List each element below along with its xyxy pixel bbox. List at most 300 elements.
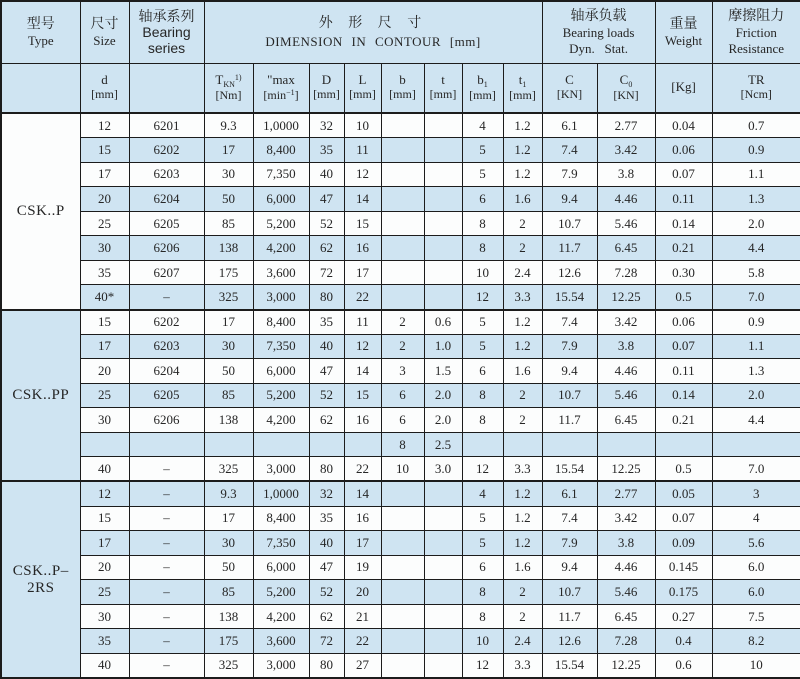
cell-kg: 0.21	[655, 236, 712, 261]
cell-b	[381, 604, 424, 629]
cell-series: –	[129, 653, 204, 678]
cell-tkn	[204, 432, 253, 457]
cell-nmax: 1,0000	[253, 481, 309, 506]
cell-nmax: 7,350	[253, 531, 309, 556]
subheader-tkn	[204, 63, 253, 113]
cell-d: 20	[80, 187, 129, 212]
cell-D: 32	[309, 481, 344, 506]
cell-C: 12.6	[542, 629, 597, 654]
cell-b1: 6	[462, 187, 503, 212]
cell-C: 10.7	[542, 580, 597, 605]
cell-kg	[655, 432, 712, 457]
cell-C: 9.4	[542, 555, 597, 580]
cell-kg: 0.07	[655, 162, 712, 187]
cell-nmax: 4,200	[253, 408, 309, 433]
cell-series: –	[129, 285, 204, 310]
cell-series: 6205	[129, 383, 204, 408]
cell-C0: 4.46	[597, 359, 655, 384]
cell-series: 6201	[129, 113, 204, 138]
table-row	[1, 113, 800, 138]
type-cell: CSK..P	[1, 113, 80, 310]
cell-C0: 5.46	[597, 383, 655, 408]
cell-kg: 0.06	[655, 310, 712, 335]
cell-b1: 4	[462, 113, 503, 138]
cell-L: 27	[344, 653, 381, 678]
cell-L: 16	[344, 506, 381, 531]
cell-t	[424, 531, 462, 556]
cell-C0: 4.46	[597, 187, 655, 212]
cell-d: 12	[80, 113, 129, 138]
cell-b	[381, 187, 424, 212]
cell-L: 17	[344, 531, 381, 556]
cell-t	[424, 236, 462, 261]
subheader-d	[80, 63, 129, 113]
C0-unit: [KN]	[613, 87, 639, 102]
cell-d: 35	[80, 629, 129, 654]
cell-kg: 0.04	[655, 113, 712, 138]
cell-tkn: 325	[204, 285, 253, 310]
cell-C: 10.7	[542, 383, 597, 408]
cell-C: 11.7	[542, 604, 597, 629]
cell-b: 3	[381, 359, 424, 384]
table-row	[1, 604, 800, 629]
cell-D: 72	[309, 629, 344, 654]
cell-C0: 3.42	[597, 506, 655, 531]
subheader-C0	[597, 63, 655, 113]
table-row	[1, 162, 800, 187]
subheader-series-empty	[129, 63, 204, 113]
cell-L	[344, 432, 381, 457]
subheader-C	[542, 63, 597, 113]
cell-b	[381, 481, 424, 506]
cell-t1: 2	[503, 211, 542, 236]
cell-t	[424, 629, 462, 654]
cell-C0: 5.46	[597, 580, 655, 605]
cell-d: 30	[80, 604, 129, 629]
cell-b1: 5	[462, 138, 503, 163]
cell-L: 11	[344, 138, 381, 163]
cell-b	[381, 506, 424, 531]
cell-series: 6205	[129, 211, 204, 236]
table-row	[1, 408, 800, 433]
cell-t: 2.0	[424, 408, 462, 433]
cell-kg: 0.5	[655, 457, 712, 482]
cell-tkn: 325	[204, 653, 253, 678]
cell-b1: 5	[462, 531, 503, 556]
cell-TR: 10	[712, 653, 800, 678]
cell-t1	[503, 432, 542, 457]
cell-series: 6202	[129, 310, 204, 335]
cell-D: 80	[309, 457, 344, 482]
b1-unit: [mm]	[469, 87, 496, 102]
cell-d: 40	[80, 457, 129, 482]
type-label-en: Type	[27, 33, 54, 49]
cell-t1: 2.4	[503, 629, 542, 654]
cell-L: 15	[344, 383, 381, 408]
cell-tkn: 50	[204, 187, 253, 212]
C-unit: [KN]	[556, 87, 583, 102]
type-cell: CSK..P–2RS	[1, 481, 80, 678]
cell-kg: 0.14	[655, 383, 712, 408]
cell-TR: 1.1	[712, 334, 800, 359]
subheader-D	[309, 63, 344, 113]
cell-b	[381, 653, 424, 678]
cell-nmax: 3,600	[253, 260, 309, 285]
table-row	[1, 432, 800, 457]
cell-nmax: 1,0000	[253, 113, 309, 138]
cell-d: 20	[80, 555, 129, 580]
cell-C0: 6.45	[597, 408, 655, 433]
cell-t	[424, 285, 462, 310]
cell-t1: 1.6	[503, 187, 542, 212]
cell-b: 10	[381, 457, 424, 482]
cell-t1: 1.2	[503, 506, 542, 531]
cell-b: 6	[381, 383, 424, 408]
cell-t1: 3.3	[503, 285, 542, 310]
cell-t	[424, 481, 462, 506]
cell-D: 62	[309, 236, 344, 261]
cell-series: –	[129, 629, 204, 654]
cell-C: 7.9	[542, 162, 597, 187]
header-row-units	[1, 63, 800, 113]
table-row	[1, 187, 800, 212]
cell-nmax: 7,350	[253, 334, 309, 359]
cell-C0	[597, 432, 655, 457]
cell-TR: 1.1	[712, 162, 800, 187]
cell-C: 15.54	[542, 457, 597, 482]
cell-d: 25	[80, 211, 129, 236]
table-row	[1, 580, 800, 605]
d-symbol: d	[101, 72, 108, 88]
cell-d: 15	[80, 506, 129, 531]
cell-C: 15.54	[542, 285, 597, 310]
subheader-nmax	[253, 63, 309, 113]
cell-b1: 8	[462, 383, 503, 408]
cell-L: 22	[344, 457, 381, 482]
header-row-groups	[1, 1, 800, 63]
cell-t1: 2	[503, 604, 542, 629]
cell-D: 35	[309, 310, 344, 335]
cell-C0: 12.25	[597, 653, 655, 678]
cell-D: 62	[309, 604, 344, 629]
type-cell: CSK..PP	[1, 310, 80, 482]
col-header-friction	[712, 1, 800, 63]
cell-t1: 1.2	[503, 138, 542, 163]
cell-t	[424, 187, 462, 212]
cell-series: 6204	[129, 187, 204, 212]
cell-b	[381, 285, 424, 310]
table-body	[1, 113, 800, 678]
cell-d: 35	[80, 260, 129, 285]
cell-b1: 6	[462, 555, 503, 580]
cell-t1: 2.4	[503, 260, 542, 285]
cell-tkn: 30	[204, 334, 253, 359]
cell-d: 12	[80, 481, 129, 506]
cell-nmax: 6,000	[253, 187, 309, 212]
cell-C: 9.4	[542, 187, 597, 212]
cell-L: 16	[344, 408, 381, 433]
cell-t1: 1.2	[503, 334, 542, 359]
cell-D: 35	[309, 138, 344, 163]
cell-nmax: 8,400	[253, 310, 309, 335]
cell-series: –	[129, 580, 204, 605]
cell-d: 17	[80, 334, 129, 359]
cell-t1: 2	[503, 236, 542, 261]
cell-series: 6203	[129, 162, 204, 187]
L-unit: [mm]	[349, 87, 376, 102]
cell-tkn: 175	[204, 260, 253, 285]
cell-L: 12	[344, 334, 381, 359]
col-header-bearing-loads	[542, 1, 655, 63]
cell-L: 16	[344, 236, 381, 261]
cell-C: 11.7	[542, 236, 597, 261]
cell-TR: 7.0	[712, 285, 800, 310]
cell-C: 7.4	[542, 310, 597, 335]
dimension-label-zh: 外 形 尺 寸	[318, 16, 428, 31]
cell-D: 62	[309, 408, 344, 433]
cell-kg: 0.145	[655, 555, 712, 580]
cell-b: 2	[381, 334, 424, 359]
TR-symbol: TR	[747, 72, 765, 88]
cell-series: 6207	[129, 260, 204, 285]
friction-label-zh: 摩擦阻力	[728, 8, 785, 24]
cell-L: 22	[344, 629, 381, 654]
cell-TR: 4.4	[712, 236, 800, 261]
cell-C: 7.4	[542, 506, 597, 531]
table-row	[1, 138, 800, 163]
col-header-type	[1, 1, 80, 63]
cell-tkn: 85	[204, 211, 253, 236]
cell-kg: 0.30	[655, 260, 712, 285]
cell-D: 52	[309, 580, 344, 605]
col-header-bearing-series	[129, 1, 204, 63]
nmax-symbol: "max	[267, 71, 295, 87]
cell-t: 2.5	[424, 432, 462, 457]
col-header-size	[80, 1, 129, 63]
cell-TR: 4.4	[712, 408, 800, 433]
cell-tkn: 17	[204, 506, 253, 531]
cell-kg: 0.07	[655, 334, 712, 359]
cell-t1: 2	[503, 408, 542, 433]
cell-D: 47	[309, 359, 344, 384]
cell-b1: 8	[462, 604, 503, 629]
cell-nmax: 6,000	[253, 359, 309, 384]
cell-D: 40	[309, 162, 344, 187]
cell-t: 2.0	[424, 383, 462, 408]
cell-L: 17	[344, 260, 381, 285]
table-row	[1, 383, 800, 408]
series-label-zh: 轴承系列	[138, 8, 195, 25]
cell-b1: 12	[462, 285, 503, 310]
weight-label-en: Weight	[664, 33, 703, 49]
cell-b1: 8	[462, 236, 503, 261]
cell-D	[309, 432, 344, 457]
cell-t1: 1.2	[503, 310, 542, 335]
cell-t	[424, 211, 462, 236]
cell-nmax: 3,000	[253, 457, 309, 482]
series-label-en2: series	[147, 40, 186, 57]
cell-b1: 8	[462, 408, 503, 433]
cell-D: 80	[309, 653, 344, 678]
size-label-en: Size	[93, 33, 116, 49]
cell-TR: 1.3	[712, 359, 800, 384]
cell-C: 12.6	[542, 260, 597, 285]
cell-b1: 10	[462, 629, 503, 654]
cell-C0: 5.46	[597, 211, 655, 236]
table-row	[1, 359, 800, 384]
cell-series: –	[129, 506, 204, 531]
table-row	[1, 260, 800, 285]
cell-kg: 0.11	[655, 187, 712, 212]
cell-L: 14	[344, 187, 381, 212]
cell-nmax: 5,200	[253, 580, 309, 605]
cell-b1: 6	[462, 359, 503, 384]
cell-D: 47	[309, 187, 344, 212]
cell-t	[424, 653, 462, 678]
cell-TR: 8.2	[712, 629, 800, 654]
t-unit: [mm]	[429, 87, 457, 102]
cell-L: 20	[344, 580, 381, 605]
d-unit: [mm]	[91, 87, 118, 102]
table-row	[1, 457, 800, 482]
cell-kg: 0.5	[655, 285, 712, 310]
cell-tkn: 138	[204, 236, 253, 261]
cell-kg: 0.07	[655, 506, 712, 531]
cell-nmax: 3,000	[253, 653, 309, 678]
t1-symbol: $t_1$	[518, 71, 527, 89]
cell-TR: 4	[712, 506, 800, 531]
cell-L: 14	[344, 359, 381, 384]
cell-b1: 10	[462, 260, 503, 285]
cell-d: 25	[80, 383, 129, 408]
cell-t1: 2	[503, 383, 542, 408]
cell-C	[542, 432, 597, 457]
L-symbol: L	[358, 72, 367, 88]
cell-L: 10	[344, 113, 381, 138]
table-header	[1, 1, 800, 113]
cell-series: 6203	[129, 334, 204, 359]
cell-b	[381, 260, 424, 285]
cell-TR: 6.0	[712, 580, 800, 605]
cell-C0: 6.45	[597, 236, 655, 261]
cell-t1: 1.6	[503, 359, 542, 384]
cell-t: 1.0	[424, 334, 462, 359]
tkn-unit: [Nm]	[215, 87, 242, 102]
cell-b	[381, 162, 424, 187]
loads-label-zh: 轴承负载	[570, 8, 627, 24]
subheader-t1	[503, 63, 542, 113]
cell-C0: 3.42	[597, 310, 655, 335]
subheader-kg	[655, 63, 712, 113]
tkn-symbol: $T_{KN}^{1)}$	[215, 71, 242, 89]
type-label-zh: 型号	[26, 16, 55, 32]
cell-d: 20	[80, 359, 129, 384]
cell-L: 12	[344, 162, 381, 187]
cell-C0: 12.25	[597, 285, 655, 310]
cell-b1: 8	[462, 211, 503, 236]
cell-b	[381, 236, 424, 261]
friction-label-en2: Resistance	[728, 41, 785, 56]
cell-C0: 7.28	[597, 260, 655, 285]
cell-kg: 0.11	[655, 359, 712, 384]
cell-TR: 5.6	[712, 531, 800, 556]
cell-C0: 2.77	[597, 481, 655, 506]
cell-nmax: 8,400	[253, 138, 309, 163]
cell-D: 47	[309, 555, 344, 580]
table-row	[1, 481, 800, 506]
cell-tkn: 175	[204, 629, 253, 654]
cell-b1: 12	[462, 653, 503, 678]
kg-unit: [Kg]	[671, 79, 696, 95]
cell-tkn: 9.3	[204, 113, 253, 138]
cell-d: 17	[80, 531, 129, 556]
cell-tkn: 30	[204, 531, 253, 556]
cell-nmax: 5,200	[253, 211, 309, 236]
cell-t: 1.5	[424, 359, 462, 384]
cell-t1: 1.2	[503, 531, 542, 556]
cell-C0: 3.42	[597, 138, 655, 163]
cell-TR: 0.9	[712, 138, 800, 163]
cell-C: 11.7	[542, 408, 597, 433]
cell-b	[381, 211, 424, 236]
cell-b	[381, 580, 424, 605]
TR-unit: [Ncm]	[740, 87, 772, 102]
cell-b1: 4	[462, 481, 503, 506]
cell-C: 7.9	[542, 334, 597, 359]
cell-C0: 12.25	[597, 457, 655, 482]
subheader-TR	[712, 63, 800, 113]
cell-d: 17	[80, 162, 129, 187]
cell-D: 32	[309, 113, 344, 138]
cell-TR	[712, 432, 800, 457]
table-row	[1, 506, 800, 531]
cell-C0: 7.28	[597, 629, 655, 654]
size-label-zh: 尺寸	[90, 16, 119, 32]
cell-b: 6	[381, 408, 424, 433]
cell-TR: 0.7	[712, 113, 800, 138]
cell-d: 15	[80, 138, 129, 163]
cell-TR: 3	[712, 481, 800, 506]
cell-L: 11	[344, 310, 381, 335]
cell-TR: 2.0	[712, 383, 800, 408]
cell-d	[80, 432, 129, 457]
table-row	[1, 310, 800, 335]
loads-label-en: Bearing loads	[562, 25, 635, 41]
cell-nmax: 4,200	[253, 604, 309, 629]
t-symbol: t	[441, 72, 445, 88]
cell-d: 40	[80, 653, 129, 678]
cell-b	[381, 138, 424, 163]
cell-series: 6206	[129, 236, 204, 261]
cell-kg: 0.21	[655, 408, 712, 433]
cell-series: –	[129, 481, 204, 506]
cell-t1: 1.2	[503, 481, 542, 506]
cell-tkn: 325	[204, 457, 253, 482]
table-row	[1, 555, 800, 580]
cell-d: 40*	[80, 285, 129, 310]
cell-d: 30	[80, 236, 129, 261]
cell-b: 2	[381, 310, 424, 335]
cell-b1: 12	[462, 457, 503, 482]
cell-C0: 3.8	[597, 162, 655, 187]
cell-L: 14	[344, 481, 381, 506]
cell-D: 52	[309, 211, 344, 236]
cell-C: 10.7	[542, 211, 597, 236]
cell-series	[129, 432, 204, 457]
subheader-type-empty	[1, 63, 80, 113]
cell-nmax: 3,600	[253, 629, 309, 654]
cell-series: 6204	[129, 359, 204, 384]
